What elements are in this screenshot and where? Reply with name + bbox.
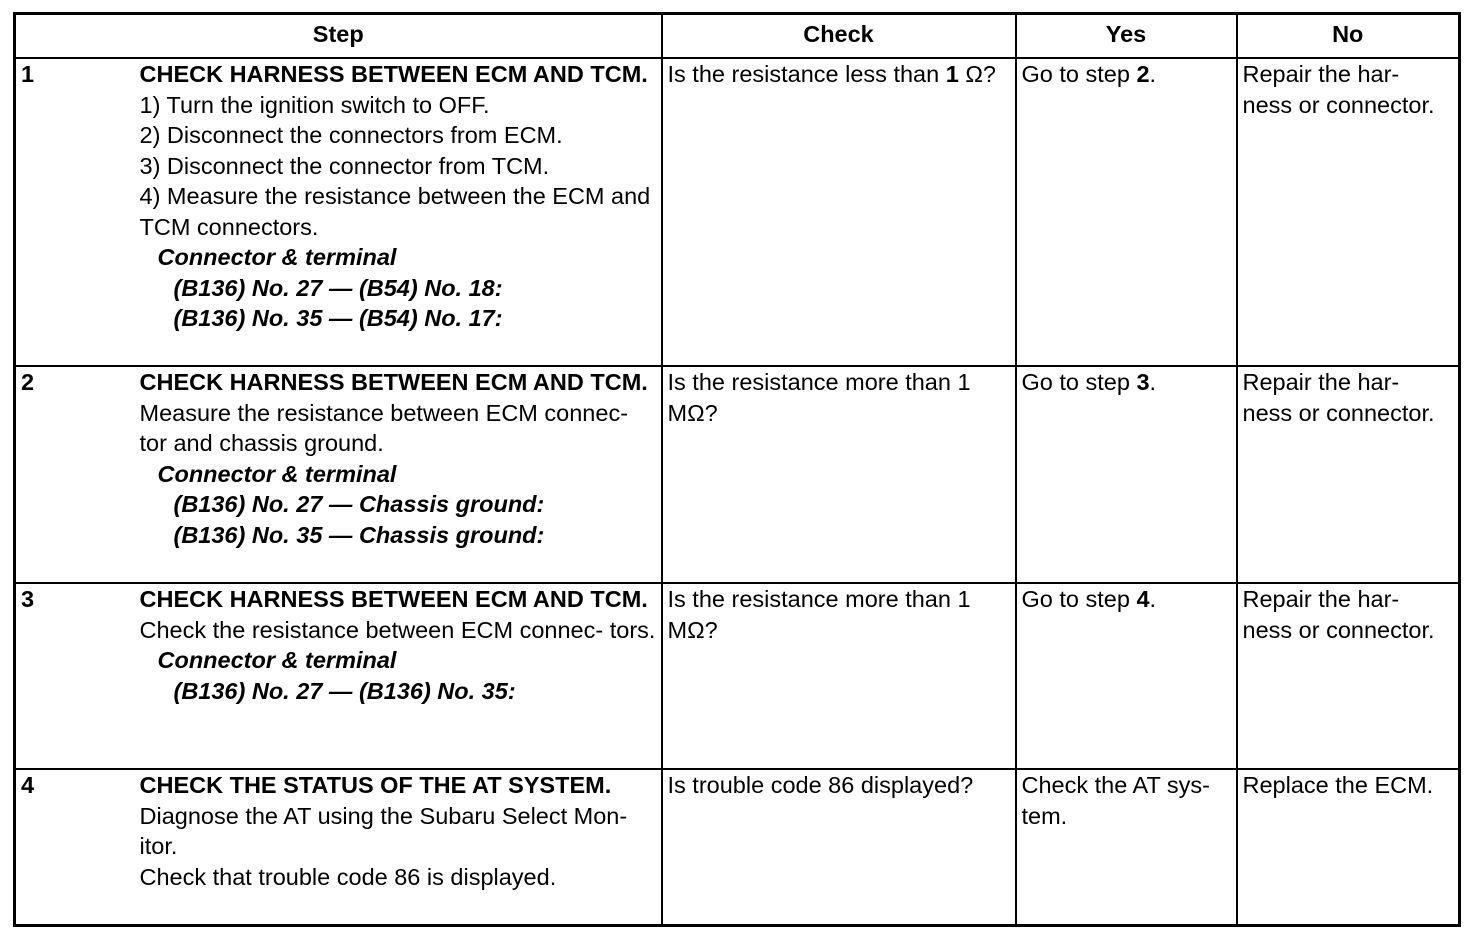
step-instruction: 2) Disconnect the connectors from ECM. <box>139 122 563 148</box>
check-cell <box>662 58 1016 366</box>
step-content <box>135 366 662 583</box>
connector-label: Connector & terminal <box>157 244 397 270</box>
table-row <box>15 58 1460 366</box>
step-content <box>135 769 662 926</box>
header-yes: Yes <box>1016 14 1237 59</box>
check-unit: Ω? <box>958 61 996 87</box>
step-instruction: Diagnose the AT using the Subaru Select Mon- itor. <box>139 802 628 859</box>
connector-label: Connector & terminal <box>157 647 397 673</box>
connector-item: (B136) No. 35 — (B54) No. 17: <box>173 305 503 331</box>
table-row <box>15 366 1460 583</box>
step-instruction: 1) Turn the ignition switch to OFF. <box>139 91 490 118</box>
no-cell: Replace the ECM. <box>1237 769 1460 926</box>
step-instruction: Check that trouble code 86 is displayed. <box>139 863 557 890</box>
yes-cell <box>1016 583 1237 769</box>
header-step: Step <box>15 14 662 59</box>
step-title: CHECK HARNESS BETWEEN ECM AND TCM. <box>139 369 648 395</box>
no-cell: Repair the har- ness or connector. <box>1237 583 1460 769</box>
step-content <box>135 58 662 366</box>
header-check: Check <box>662 14 1016 59</box>
step-number: 3 <box>15 583 135 769</box>
no-cell: Repair the har- ness or connector. <box>1237 366 1460 583</box>
connector-item: (B136) No. 35 — Chassis ground: <box>173 521 545 548</box>
yes-text: Go to step <box>1021 61 1137 87</box>
connector-item: (B136) No. 27 — Chassis ground: <box>173 491 545 517</box>
step-instruction: 4) Measure the resistance between the ECM and TCM connectors. <box>139 183 651 240</box>
yes-text: Go to step <box>1021 369 1137 395</box>
yes-cell: Check the AT sys- tem. <box>1016 769 1237 926</box>
step-instruction: Measure the resistance between ECM connec- tor and chassis ground. <box>139 399 629 456</box>
step-number: 1 <box>15 58 135 366</box>
yes-cell <box>1016 366 1237 583</box>
connector-label: Connector & terminal <box>157 460 397 487</box>
connector-item: (B136) No. 27 — (B136) No. 35: <box>173 677 516 704</box>
check-text: Is the resistance less than <box>667 61 946 87</box>
step-instruction: 3) Disconnect the connector from TCM. <box>139 152 550 179</box>
step-title: CHECK THE STATUS OF THE AT SYSTEM. <box>139 772 612 798</box>
yes-suffix: . <box>1149 586 1157 612</box>
yes-step-number: 3 <box>1136 369 1150 395</box>
step-number: 4 <box>15 769 135 926</box>
yes-step-number: 2 <box>1136 61 1150 87</box>
check-cell: Is the resistance more than 1 MΩ? <box>662 366 1016 583</box>
check-value: 1 <box>945 61 959 87</box>
step-title: CHECK HARNESS BETWEEN ECM AND TCM. <box>139 61 648 87</box>
check-cell: Is trouble code 86 displayed? <box>662 769 1016 926</box>
diagnostic-table <box>13 12 1461 927</box>
header-no: No <box>1237 14 1460 59</box>
yes-step-number: 4 <box>1136 586 1150 612</box>
yes-text: Go to step <box>1021 586 1137 612</box>
connector-item: (B136) No. 27 — (B54) No. 18: <box>173 274 503 301</box>
table-header-row <box>15 14 1460 59</box>
step-instruction: Check the resistance between ECM connec- tors. <box>139 616 656 643</box>
yes-cell <box>1016 58 1237 366</box>
yes-suffix: . <box>1149 61 1157 87</box>
table-row <box>15 769 1460 926</box>
step-number: 2 <box>15 366 135 583</box>
yes-suffix: . <box>1149 369 1157 395</box>
check-cell: Is the resistance more than 1 MΩ? <box>662 583 1016 769</box>
table-row <box>15 583 1460 769</box>
step-content <box>135 583 662 769</box>
no-cell: Repair the har- ness or connector. <box>1237 58 1460 366</box>
step-title: CHECK HARNESS BETWEEN ECM AND TCM. <box>139 586 648 612</box>
